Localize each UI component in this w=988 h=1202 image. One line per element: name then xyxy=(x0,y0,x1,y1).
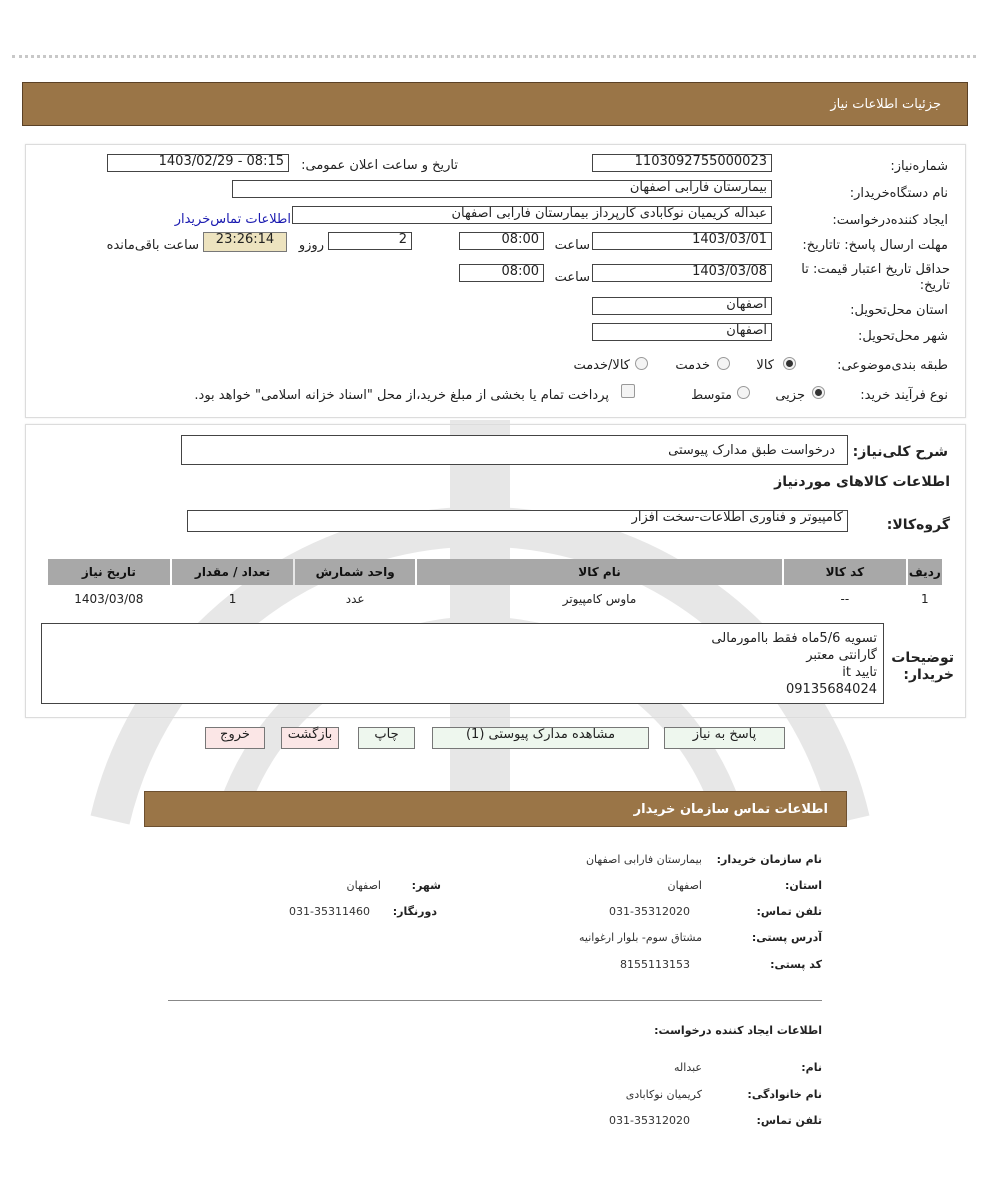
validity-label: حداقل تاریخ اعتبار قیمت: تا تاریخ: xyxy=(801,262,950,293)
col-header-qty: تعداد / مقدار xyxy=(172,559,294,585)
deadline-label: مهلت ارسال پاسخ: تاتاریخ: xyxy=(802,238,948,253)
contact-city-label: شهر: xyxy=(411,879,441,892)
validity-date-field: 1403/03/08 xyxy=(592,264,772,282)
category-option-service: خدمت xyxy=(675,358,710,373)
process-radio-medium[interactable] xyxy=(737,386,750,399)
announce-label: تاریخ و ساعت اعلان عمومی: xyxy=(301,158,458,173)
creator-label: ایجاد کننده‌درخواست: xyxy=(832,213,948,228)
treasury-note: پرداخت تمام یا بخشی از مبلغ خرید،از محل "اسناد خزانه اسلامی" خواهد بود. xyxy=(194,388,609,403)
exit-button[interactable]: خروج xyxy=(205,727,265,749)
contact-phone-value: 031-35312020 xyxy=(609,905,690,918)
treasury-checkbox[interactable] xyxy=(621,384,635,398)
address-label: آدرس پستی: xyxy=(751,931,822,944)
goods-table xyxy=(46,557,944,613)
deadline-time-label: ساعت xyxy=(554,238,590,253)
postal-code-value: 8155113153 xyxy=(620,958,690,971)
top-dotted-divider xyxy=(12,55,976,58)
cell-name: ماوس کامپیوتر xyxy=(562,592,637,606)
category-option-goods: کالا xyxy=(756,358,774,373)
org-name-value: بیمارستان فارابی اصفهان xyxy=(585,853,702,866)
category-radio-goods[interactable] xyxy=(783,357,796,370)
remaining-label: ساعت باقی‌مانده xyxy=(106,238,199,253)
requester-phone-value: 031-35312020 xyxy=(609,1114,690,1127)
requester-phone-label: تلفن تماس: xyxy=(756,1114,822,1127)
need-number-label: شماره‌نیاز: xyxy=(890,159,948,174)
contact-province-label: استان: xyxy=(785,879,822,892)
deadline-time-field: 08:00 xyxy=(459,232,544,250)
buyer-contact-link[interactable]: اطلاعات تماس‌خریدار xyxy=(174,212,291,227)
col-header-code: کد کالا xyxy=(784,559,906,585)
print-button[interactable]: چاپ xyxy=(358,727,415,749)
cell-date: 1403/03/08 xyxy=(74,592,144,606)
requester-first-name-value: عبداله xyxy=(674,1061,702,1074)
requester-last-name-value: کریمیان نوکابادی xyxy=(625,1088,702,1101)
goods-group-label: گروه‌کالا: xyxy=(886,517,950,533)
contact-title: اطلاعات تماس سازمان خریدار xyxy=(633,802,828,817)
requester-first-name-label: نام: xyxy=(801,1061,822,1074)
col-header-row: ردیف xyxy=(908,559,942,585)
respond-button[interactable]: پاسخ به نیاز xyxy=(664,727,785,749)
category-option-both: کالا/خدمت xyxy=(573,358,630,373)
process-option-medium: متوسط xyxy=(691,388,732,403)
province-label: استان محل‌تحویل: xyxy=(850,303,948,318)
category-radio-service[interactable] xyxy=(717,357,730,370)
contact-province-value: اصفهان xyxy=(667,879,702,892)
process-label: نوع فرآیند خرید: xyxy=(860,388,948,403)
col-header-date: تاریخ نیاز xyxy=(48,559,170,585)
validity-time-label: ساعت xyxy=(554,270,590,285)
city-field: اصفهان xyxy=(592,323,772,341)
col-header-name: نام کالا xyxy=(417,559,782,585)
page-header-bar xyxy=(22,82,968,126)
address-value: مشتاق سوم- بلوار ارغوانیه xyxy=(579,931,702,944)
category-label: طبقه بندی‌موضوعی: xyxy=(837,358,948,373)
buyer-org-label: نام دستگاه‌خریدار: xyxy=(849,186,948,201)
validity-time-field: 08:00 xyxy=(459,264,544,282)
goods-info-title: اطلاعات کالاهای موردنیاز xyxy=(774,474,950,490)
category-radio-both[interactable] xyxy=(635,357,648,370)
contact-fax-label: دورنگار: xyxy=(392,905,437,918)
contact-fax-value: 031-35311460 xyxy=(289,905,370,918)
days-label: روزو xyxy=(298,238,324,253)
remaining-timer: 23:26:14 xyxy=(203,232,287,252)
contact-phone-label: تلفن تماس: xyxy=(756,905,822,918)
city-label: شهر محل‌تحویل: xyxy=(858,329,948,344)
buyer-notes-label: توضیحات خریدار: xyxy=(891,650,954,683)
buyer-note-line: تایید it xyxy=(842,665,877,680)
summary-label: شرح کلی‌نیاز: xyxy=(852,444,948,460)
goods-group-field: کامپیوتر و فناوری اطلاعات-سخت افزار xyxy=(187,510,848,532)
province-field: اصفهان xyxy=(592,297,772,315)
postal-code-label: کد پستی: xyxy=(770,958,822,971)
contact-city-value: اصفهان xyxy=(346,879,381,892)
cell-row: 1 xyxy=(921,592,929,606)
summary-field: درخواست طبق مدارک پیوستی xyxy=(181,435,848,465)
buyer-note-line: تسویه 5/6ماه فقط باامورمالی xyxy=(711,631,877,646)
buyer-note-line: 09135684024 xyxy=(786,682,877,697)
view-attachments-button[interactable]: مشاهده مدارک پیوستی (1) xyxy=(432,727,649,749)
back-button[interactable]: بازگشت xyxy=(281,727,339,749)
process-option-minor: جزیی xyxy=(775,388,805,403)
col-header-unit: واحد شمارش xyxy=(295,559,415,585)
days-field: 2 xyxy=(328,232,412,250)
goods-table-header xyxy=(48,559,942,585)
org-name-label: نام سازمان خریدار: xyxy=(716,853,822,866)
buyer-notes-box xyxy=(41,623,884,704)
table-row xyxy=(48,587,942,611)
requester-title: اطلاعات ایجاد کننده درخواست: xyxy=(654,1024,822,1037)
announce-date-field: 1403/02/29 - 08:15 xyxy=(107,154,289,172)
deadline-date-field: 1403/03/01 xyxy=(592,232,772,250)
process-radio-minor[interactable] xyxy=(812,386,825,399)
buyer-org-field: بیمارستان فارابی اصفهان xyxy=(232,180,772,198)
cell-code: -- xyxy=(840,592,850,606)
requester-last-name-label: نام خانوادگی: xyxy=(747,1088,822,1101)
buyer-note-line: گارانتی معتبر xyxy=(806,648,877,663)
contact-divider xyxy=(168,1000,822,1001)
creator-field: عبداله کریمیان نوکابادی کارپرداز بیمارستان فارابی اصفهان xyxy=(292,206,772,224)
contact-header-bar xyxy=(144,791,847,827)
need-number-field: 1103092755000023 xyxy=(592,154,772,172)
cell-qty: 1 xyxy=(228,592,237,606)
cell-unit: عدد xyxy=(345,592,365,606)
page-title: جزئیات اطلاعات نیاز xyxy=(830,97,941,112)
